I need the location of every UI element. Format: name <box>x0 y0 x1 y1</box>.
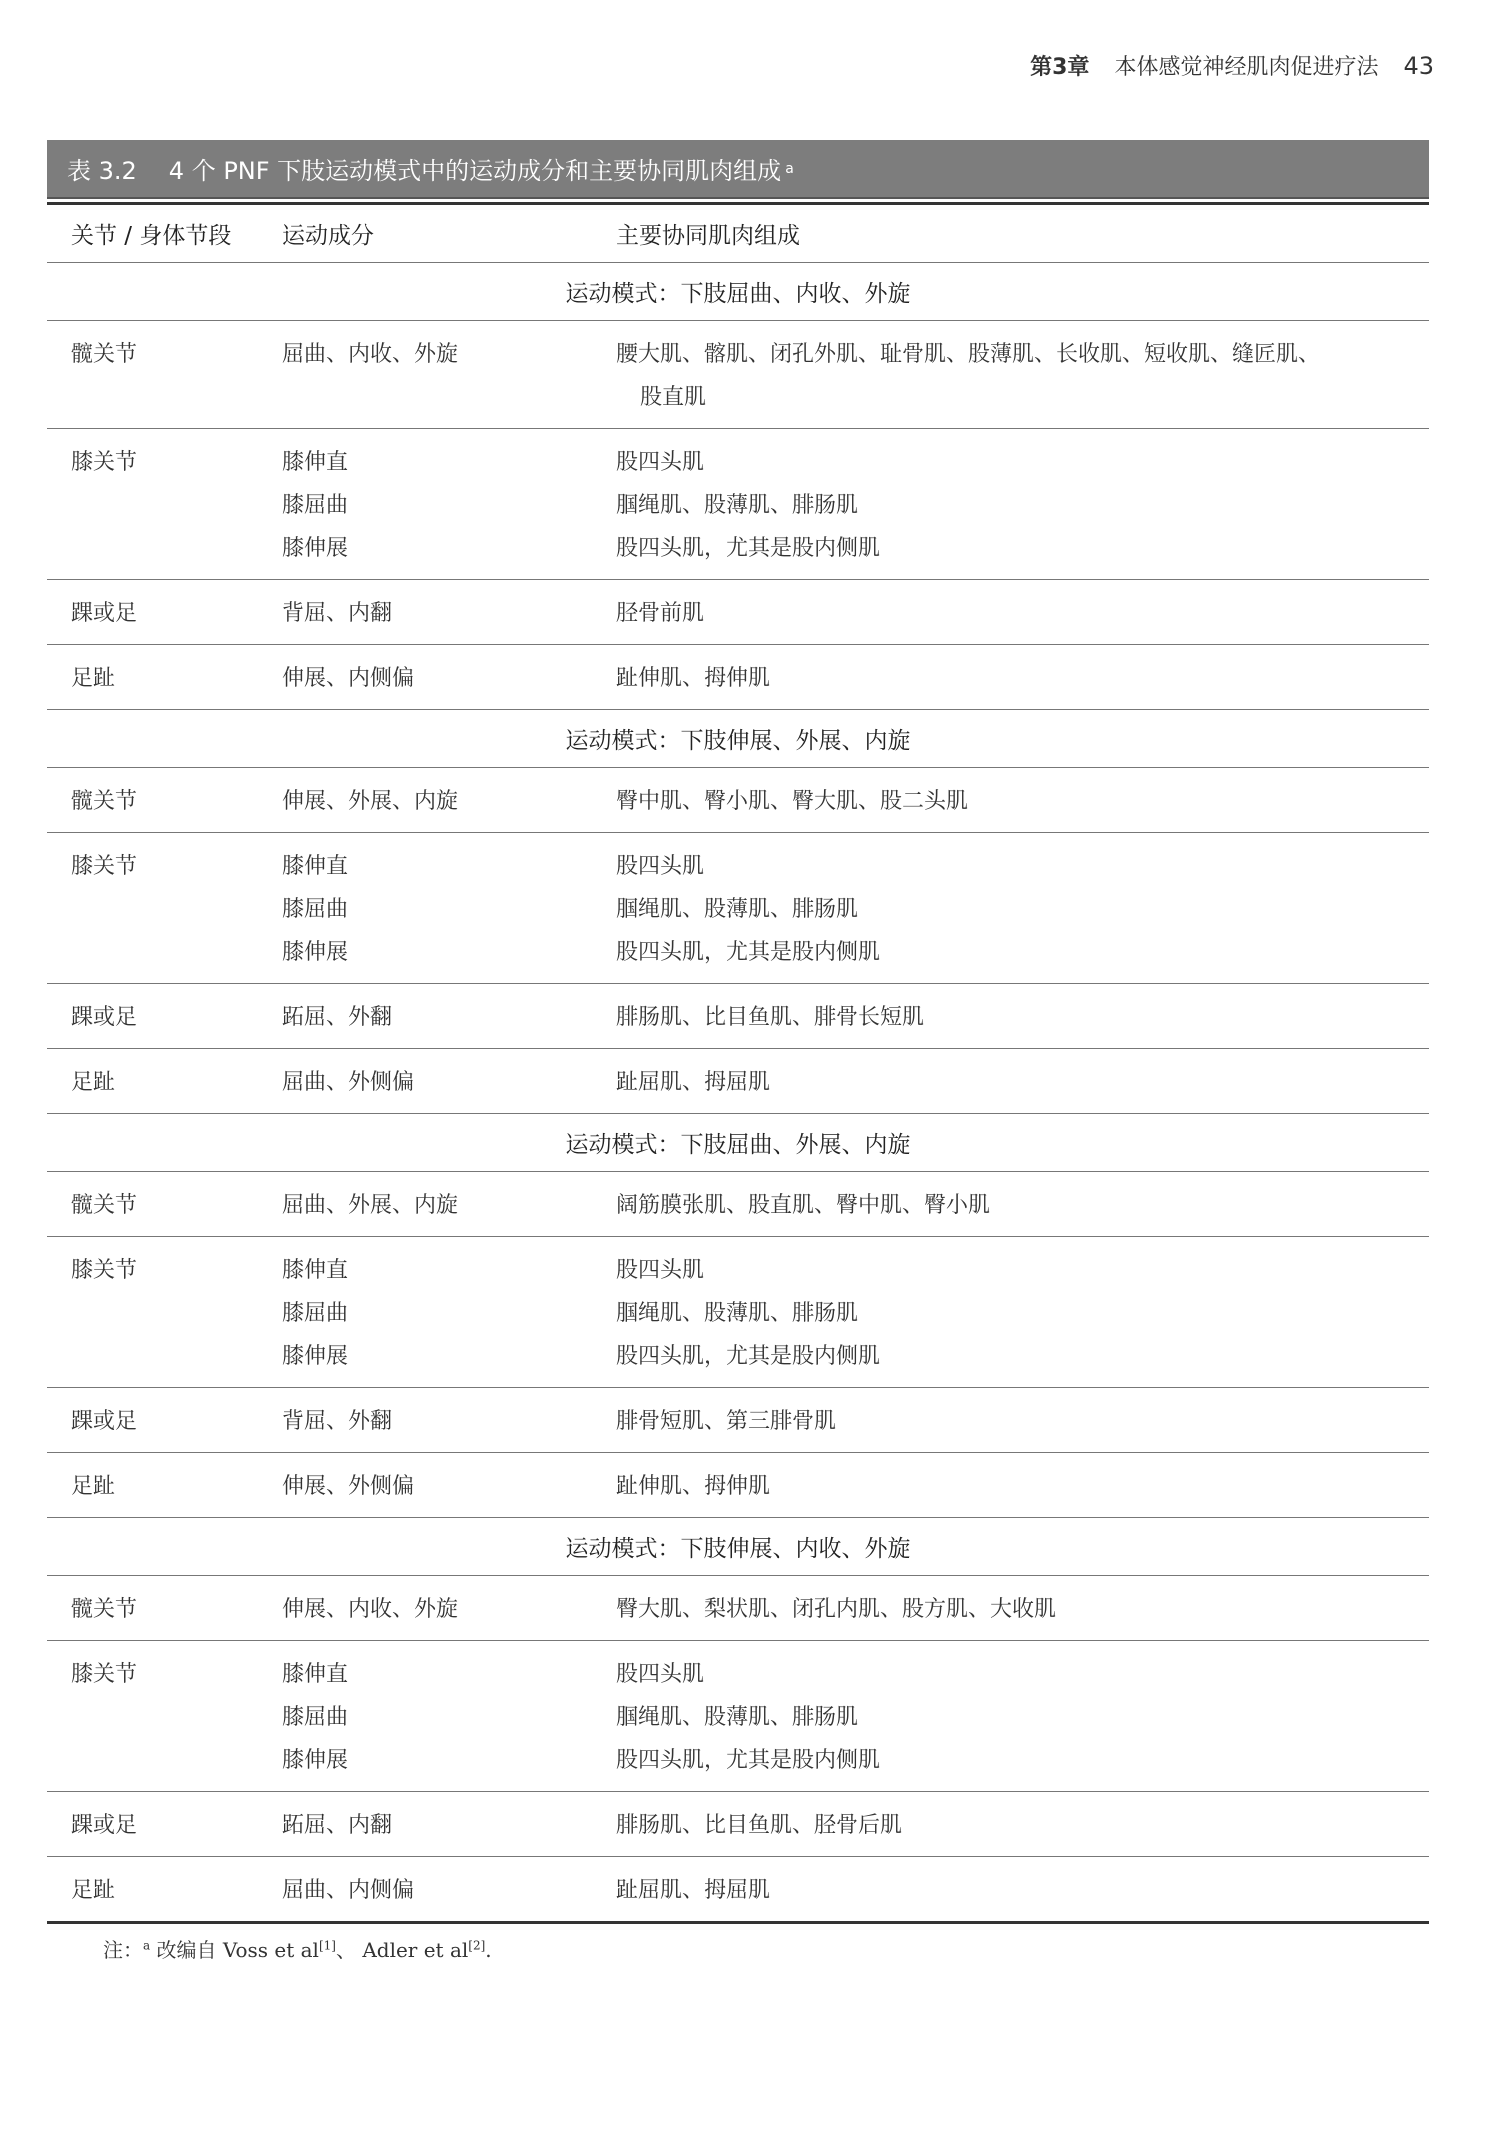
motion-cell <box>282 1869 616 1912</box>
muscles-line: 股四头肌 <box>616 1258 705 1283</box>
motion-line: 膝屈曲 <box>282 493 349 518</box>
motion-line: 屈曲、外侧偏 <box>282 1070 415 1095</box>
column-header-muscles: 主要协同肌肉组成 <box>616 223 800 249</box>
motion-line: 背屈、内翻 <box>282 601 393 626</box>
page-number: 43 <box>1403 52 1434 80</box>
muscles-line: 股四头肌，尤其是股内侧肌 <box>616 940 881 965</box>
note-end: . <box>485 1938 492 1962</box>
muscles-line: 趾屈肌、拇屈肌 <box>616 1070 771 1095</box>
muscles-cell <box>616 1400 1429 1443</box>
motion-line: 伸展、外展、内旋 <box>282 789 459 814</box>
joint-cell: 踝或足 <box>71 1005 138 1030</box>
motion-cell <box>282 333 616 376</box>
pattern-title: 运动模式：下肢屈曲、内收、外旋 <box>565 281 911 307</box>
note-ref-2: [2] <box>468 1938 486 1953</box>
motion-line: 屈曲、内侧偏 <box>282 1878 415 1903</box>
chapter-title: 本体感觉神经肌肉促进疗法 <box>1114 55 1379 80</box>
table-row <box>47 768 1429 833</box>
motion-line: 跖屈、内翻 <box>282 1813 393 1838</box>
muscles-line: 股四头肌 <box>616 1662 705 1687</box>
muscles-cell <box>616 1184 1429 1227</box>
muscles-cell <box>616 1869 1429 1912</box>
joint-cell: 膝关节 <box>71 1258 138 1283</box>
table-header-row <box>47 205 1429 263</box>
table-row <box>47 1792 1429 1857</box>
muscles-line: 趾伸肌、拇伸肌 <box>616 1474 771 1499</box>
muscles-line: 趾伸肌、拇伸肌 <box>616 666 771 691</box>
pattern-title: 运动模式：下肢屈曲、外展、内旋 <box>565 1132 911 1158</box>
motion-line: 膝伸直 <box>282 450 349 475</box>
muscles-cell <box>616 1804 1429 1847</box>
table-row <box>47 429 1429 580</box>
motion-cell <box>282 1465 616 1508</box>
motion-line: 膝伸展 <box>282 940 349 965</box>
joint-cell: 膝关节 <box>71 854 138 879</box>
motion-cell <box>282 1588 616 1631</box>
table-row <box>47 1388 1429 1453</box>
muscles-line: 腓骨短肌、第三腓骨肌 <box>616 1409 837 1434</box>
motion-cell <box>282 1400 616 1443</box>
table-number: 表 3.2 <box>67 157 137 185</box>
joint-cell: 足趾 <box>71 1474 116 1499</box>
muscles-line: 腓肠肌、比目鱼肌、胫骨后肌 <box>616 1813 903 1838</box>
motion-line: 膝屈曲 <box>282 1705 349 1730</box>
muscles-cell <box>616 996 1429 1039</box>
muscles-line: 胫骨前肌 <box>616 601 705 626</box>
muscles-line: 趾屈肌、拇屈肌 <box>616 1878 771 1903</box>
muscles-line: 臀中肌、臀小肌、臀大肌、股二头肌 <box>616 789 969 814</box>
pattern-row <box>47 710 1429 768</box>
table-row <box>47 984 1429 1049</box>
note-footnote-mark: a <box>143 1938 151 1953</box>
table-title: 4 个 PNF 下肢运动模式中的运动成分和主要协同肌肉组成 <box>168 157 782 185</box>
motion-line: 膝伸直 <box>282 1258 349 1283</box>
motion-line: 伸展、内收、外旋 <box>282 1597 459 1622</box>
motion-line: 膝屈曲 <box>282 897 349 922</box>
motion-line: 膝伸展 <box>282 1748 349 1773</box>
note-separator: 、 Adler et al <box>335 1938 469 1962</box>
muscles-line: 股四头肌，尤其是股内侧肌 <box>616 536 881 561</box>
joint-cell: 足趾 <box>71 1070 116 1095</box>
muscles-cell <box>616 1061 1429 1104</box>
muscles-cell <box>616 845 1429 974</box>
table-row <box>47 1641 1429 1792</box>
motion-line: 伸展、外侧偏 <box>282 1474 415 1499</box>
pattern-row <box>47 1518 1429 1576</box>
muscles-cell <box>616 1588 1429 1631</box>
motion-cell <box>282 657 616 700</box>
muscles-line: 臀大肌、梨状肌、闭孔内肌、股方肌、大收肌 <box>616 1597 1057 1622</box>
muscles-cell <box>616 657 1429 700</box>
motion-line: 膝屈曲 <box>282 1301 349 1326</box>
table-row <box>47 833 1429 984</box>
table-row <box>47 580 1429 645</box>
muscles-line: 腘绳肌、股薄肌、腓肠肌 <box>616 1705 859 1730</box>
motion-line: 背屈、外翻 <box>282 1409 393 1434</box>
table-note <box>47 1934 1429 1963</box>
table <box>47 140 1429 1963</box>
muscles-line: 股四头肌 <box>616 450 705 475</box>
joint-cell: 踝或足 <box>71 1409 138 1434</box>
motion-cell <box>282 1061 616 1104</box>
column-header-motion: 运动成分 <box>282 223 374 249</box>
muscles-cell <box>616 333 1429 419</box>
muscles-line: 股四头肌 <box>616 854 705 879</box>
table-row <box>47 1237 1429 1388</box>
motion-cell <box>282 592 616 635</box>
table-title-footnote-mark: a <box>785 160 794 177</box>
pattern-title: 运动模式：下肢伸展、内收、外旋 <box>565 1536 911 1562</box>
joint-cell: 髋关节 <box>71 1193 138 1218</box>
joint-cell: 髋关节 <box>71 1597 138 1622</box>
joint-cell: 踝或足 <box>71 1813 138 1838</box>
muscles-line: 阔筋膜张肌、股直肌、臀中肌、臀小肌 <box>616 1193 991 1218</box>
motion-cell <box>282 1804 616 1847</box>
motion-line: 膝伸直 <box>282 854 349 879</box>
joint-cell: 膝关节 <box>71 450 138 475</box>
table-row <box>47 645 1429 710</box>
table-row <box>47 1453 1429 1518</box>
muscles-line: 股四头肌，尤其是股内侧肌 <box>616 1344 881 1369</box>
note-ref-1: [1] <box>318 1938 336 1953</box>
muscles-cell <box>616 1249 1429 1378</box>
chapter-number: 第3章 <box>1030 55 1090 80</box>
joint-cell: 膝关节 <box>71 1662 138 1687</box>
muscles-line: 腘绳肌、股薄肌、腓肠肌 <box>616 1301 859 1326</box>
table-bottom-rule <box>47 1921 1429 1924</box>
motion-line: 膝伸直 <box>282 1662 349 1687</box>
joint-cell: 髋关节 <box>71 789 138 814</box>
muscles-cell <box>616 592 1429 635</box>
column-header-joint: 关节 / 身体节段 <box>71 223 232 249</box>
muscles-cell <box>616 1653 1429 1782</box>
motion-cell <box>282 1249 616 1378</box>
page-header <box>1030 50 1434 81</box>
motion-line: 膝伸展 <box>282 1344 349 1369</box>
table-body <box>47 263 1429 1922</box>
muscles-line: 腰大肌、髂肌、闭孔外肌、耻骨肌、股薄肌、长收肌、短收肌、缝匠肌、 <box>616 342 1321 367</box>
motion-cell <box>282 1653 616 1782</box>
joint-cell: 髋关节 <box>71 342 138 367</box>
muscles-line: 腘绳肌、股薄肌、腓肠肌 <box>616 493 859 518</box>
motion-line: 伸展、内侧偏 <box>282 666 415 691</box>
motion-line: 屈曲、内收、外旋 <box>282 342 459 367</box>
table-row <box>47 1857 1429 1922</box>
motion-cell <box>282 780 616 823</box>
joint-cell: 足趾 <box>71 666 116 691</box>
motion-line: 跖屈、外翻 <box>282 1005 393 1030</box>
table-caption <box>47 140 1429 199</box>
motion-cell <box>282 1184 616 1227</box>
motion-cell <box>282 845 616 974</box>
muscles-cell <box>616 1465 1429 1508</box>
muscles-cell <box>616 780 1429 823</box>
joint-cell: 足趾 <box>71 1878 116 1903</box>
pattern-title: 运动模式：下肢伸展、外展、内旋 <box>565 728 911 754</box>
motion-line: 屈曲、外展、内旋 <box>282 1193 459 1218</box>
motion-line: 膝伸展 <box>282 536 349 561</box>
muscles-line: 腓肠肌、比目鱼肌、腓骨长短肌 <box>616 1005 925 1030</box>
pattern-row <box>47 1114 1429 1172</box>
table-row <box>47 321 1429 429</box>
note-prefix: 注： <box>103 1938 143 1962</box>
joint-cell: 踝或足 <box>71 601 138 626</box>
table-row <box>47 1576 1429 1641</box>
note-text-1: 改编自 Voss et al <box>150 1938 319 1962</box>
motion-cell <box>282 441 616 570</box>
motion-cell <box>282 996 616 1039</box>
muscles-line: 股四头肌，尤其是股内侧肌 <box>616 1748 881 1773</box>
muscles-cell <box>616 441 1429 570</box>
pattern-row <box>47 263 1429 321</box>
muscles-line: 腘绳肌、股薄肌、腓肠肌 <box>616 897 859 922</box>
table-row <box>47 1172 1429 1237</box>
table-row <box>47 1049 1429 1114</box>
muscles-line: 股直肌 <box>640 385 707 410</box>
